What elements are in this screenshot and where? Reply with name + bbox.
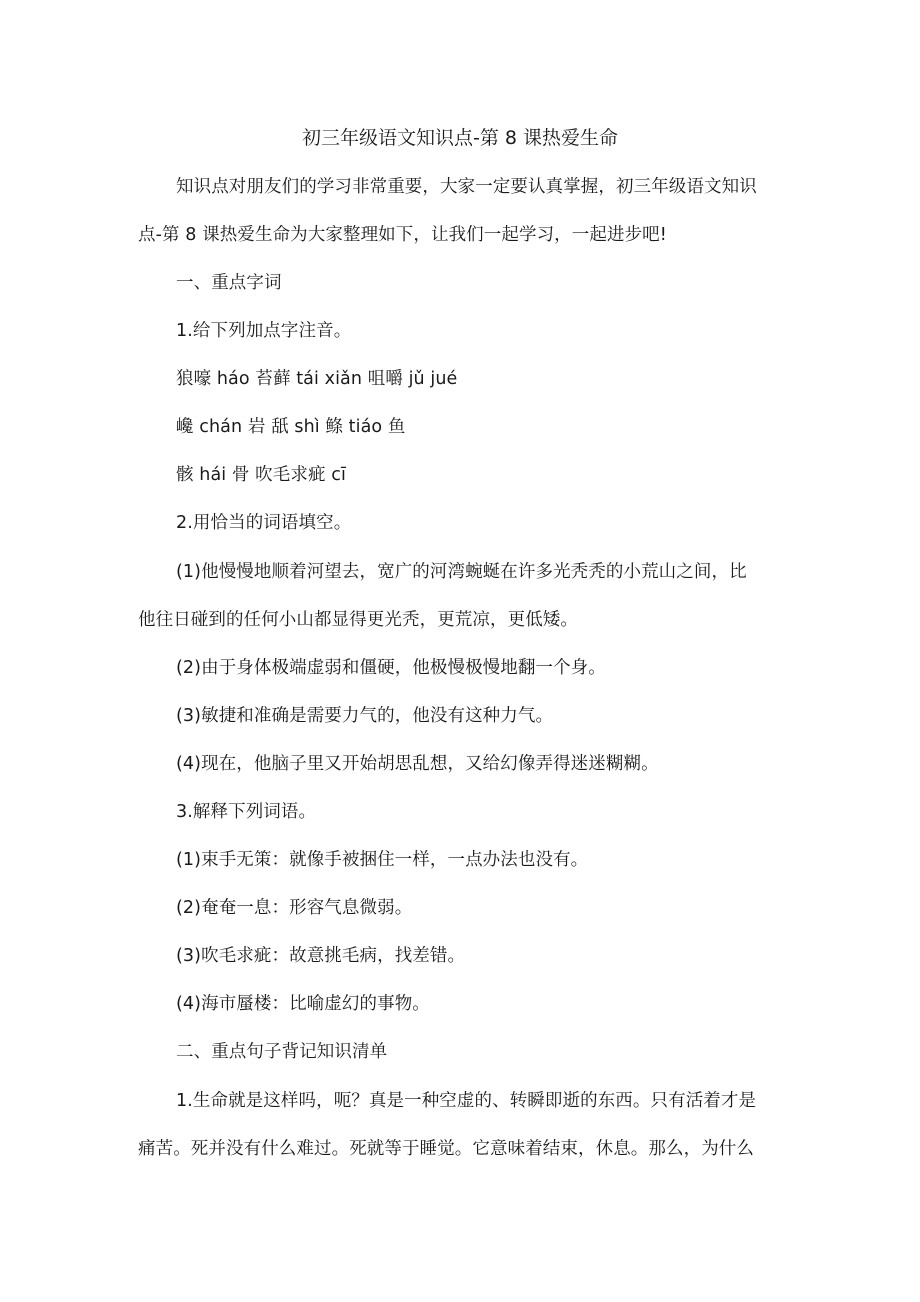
question-1-heading: 1.给下列加点字注音。 (176, 321, 352, 341)
sentence-1-line-2: 痛苦。死并没有什么难过。死就等于睡觉。它意味着结束，休息。那么，为什么 (138, 1139, 754, 1159)
definition-item-4: (4)海市蜃楼：比喻虚幻的事物。 (176, 994, 430, 1014)
fill-item-4: (4)现在，他脑子里又开始胡思乱想，又给幻像弄得迷迷糊糊。 (176, 754, 659, 774)
question-3-heading: 3.解释下列词语。 (176, 802, 317, 822)
section-heading-key-words: 一、重点字词 (176, 273, 282, 293)
fill-item-1-line-1: (1)他慢慢地顺着河望去，宽广的河湾蜿蜒在许多光秃秃的小荒山之间，比 (176, 562, 747, 582)
definition-item-2: (2)奄奄一息：形容气息微弱。 (176, 898, 413, 918)
fill-item-2: (2)由于身体极端虚弱和僵硬，他极慢极慢地翻一个身。 (176, 658, 606, 678)
definition-item-3: (3)吹毛求疵：故意挑毛病，找差错。 (176, 946, 466, 966)
intro-line-2: 点-第 8 课热爱生命为大家整理如下，让我们一起学习，一起进步吧! (138, 225, 667, 245)
question-2-heading: 2.用恰当的词语填空。 (176, 513, 352, 533)
definition-item-1: (1)束手无策：就像手被捆住一样，一点办法也没有。 (176, 850, 589, 870)
pinyin-row-2: 巉 chán 岩 舐 shì 鲦 tiáo 鱼 (176, 417, 406, 437)
sentence-1-line-1: 1.生命就是这样吗，呃？真是一种空虚的、转瞬即逝的东西。只有活着才是 (176, 1091, 757, 1111)
intro-line-1: 知识点对朋友们的学习非常重要，大家一定要认真掌握，初三年级语文知识 (176, 177, 757, 197)
pinyin-row-3: 骸 hái 骨 吹毛求疵 cī (176, 465, 346, 485)
document-title: 初三年级语文知识点-第 8 课热爱生命 (301, 127, 619, 149)
section-heading-key-sentences: 二、重点句子背记知识清单 (176, 1042, 388, 1062)
pinyin-row-1: 狼嚎 háo 苔藓 tái xiǎn 咀嚼 jǔ jué (176, 369, 458, 389)
fill-item-3: (3)敏捷和准确是需要力气的，他没有这种力气。 (176, 706, 554, 726)
fill-item-1-line-2: 他往日碰到的任何小山都显得更光秃，更荒凉，更低矮。 (138, 610, 578, 630)
